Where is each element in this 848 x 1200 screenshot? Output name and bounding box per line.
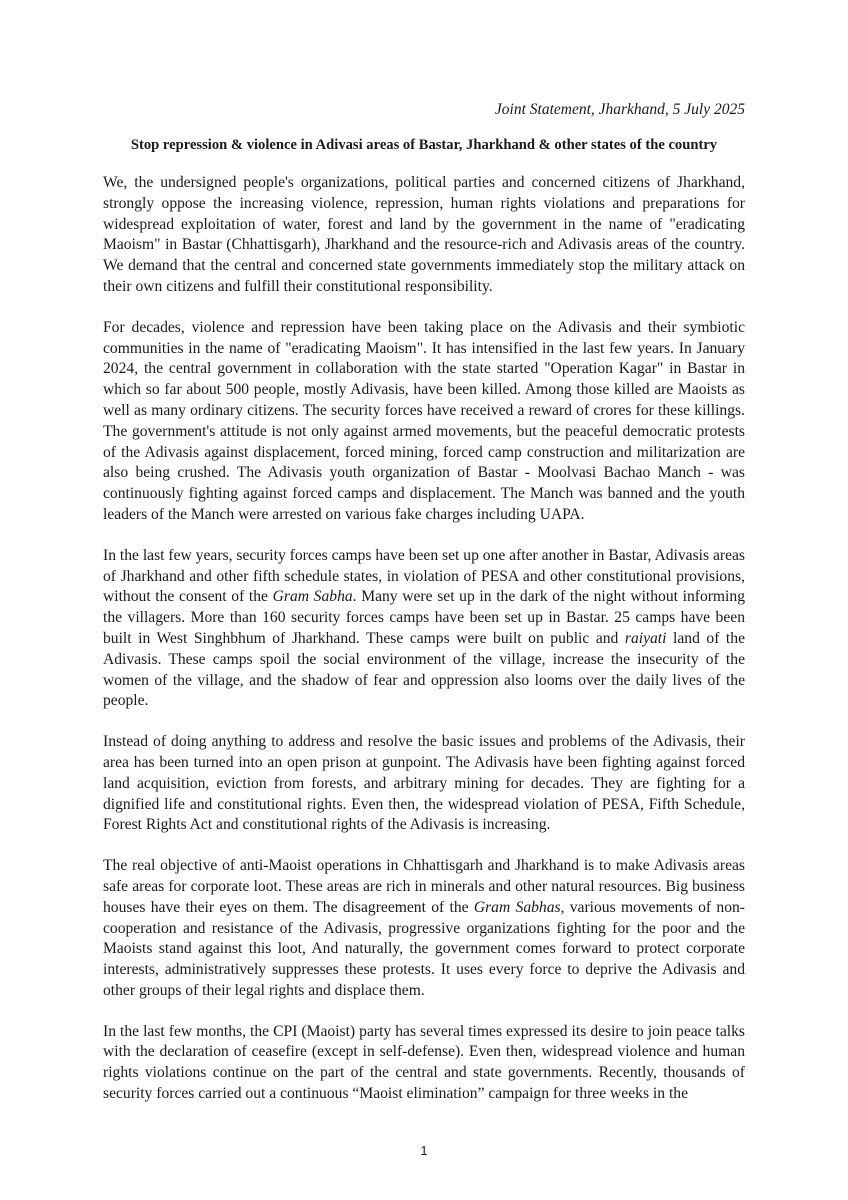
paragraph-3-text-b: . Many were set up in the dark of the night without informing the villagers. More than 160 security forces camps have been set up in Bastar. 25 camps have been built in West Singhbhum of Jharkhand. These camps were built on public and	[103, 588, 745, 647]
term-gram-sabha: Gram Sabha	[272, 588, 353, 606]
paragraph-5	[103, 856, 745, 1002]
term-gram-sabhas: Gram Sabhas	[473, 898, 561, 916]
term-raiyati: raiyati	[624, 629, 667, 647]
paragraph-3-text-c: land of the Adivasis. These camps spoil the social environment of the village, increase the insecurity of the women of the village, and the shadow of fear and oppression also looms over the daily lives of the people.	[103, 629, 745, 710]
paragraph-6: In the last few months, the CPI (Maoist) party has several times expressed its desire to join peace talks with the declaration of ceasefire (except in self-defense). Even then, widespread violence and human rights violations continue on the part of the central and state governments. Recently, thousands of security forces carried out a continuous “Maoist elimination” campaign for three weeks in the	[103, 1022, 745, 1103]
paragraph-1: We, the undersigned people's organizations, political parties and concerned citizens of Jharkhand, strongly oppose the increasing violence, repression, human rights violations and preparations for widespread exploitation of water, forest and land by the government in the name of "eradicating Maoism" in Bastar (Chhattisgarh), Jharkhand and the resource-rich and Adivasis areas of the country. We demand that the central and concerned state governments immediately stop the military attack on their own citizens and fulfill their constitutional responsibility.	[103, 174, 745, 295]
paragraph-3	[103, 546, 745, 712]
paragraph-3-text-a: In the last few years, security forces camps have been set up one after another in Bastar, Adivasis areas of Jharkhand and other fifth schedule states, in violation of PESA and other constitutional provisions, without the consent of the	[103, 546, 745, 606]
paragraph-4: Instead of doing anything to address and resolve the basic issues and problems of the Adivasis, their area has been turned into an open prison at gunpoint. The Adivasis have been fighting against forced land acquisition, eviction from forests, and arbitrary mining for decades. They are fighting for a dignified life and constitutional rights. Even then, the widespread violation of PESA, Fifth Schedule, Forest Rights Act and constitutional rights of the Adivasis is increasing.	[103, 733, 745, 834]
statement-title: Stop repression & violence in Adivasi areas of Bastar, Jharkhand & other states of the country	[130, 137, 718, 153]
paragraph-5-text-b: , various movements of non-cooperation and resistance of the Adivasis, progressive organizations fighting for the poor and the Maoists stand against this loot, And naturally, the government comes forward to protect corporate interests, administratively suppresses these protests. It uses every force to deprive the Adivasis and other groups of their legal rights and displace them.	[103, 898, 745, 999]
dateline: Joint Statement, Jharkhand, 5 July 2025	[494, 101, 745, 118]
paragraph-5-text-a: The real objective of anti-Maoist operations in Chhattisgarh and Jharkhand is to make Adivasis areas safe areas for corporate loot. These areas are rich in minerals and other natural resources. Big business houses have their eyes on them. The disagreement of the	[103, 857, 745, 916]
page-number: 1	[420, 1143, 428, 1158]
paragraph-2: For decades, violence and repression have been taking place on the Adivasis and their symbiotic communities in the name of "eradicating Maoism". It has intensified in the last few years. In January 2024, the central government in collaboration with the state started "Operation Kagar" in Bastar in which so far about 500 people, mostly Adivasis, have been killed. Among those killed are Maoists as well as many ordinary citizens. The security forces have received a reward of crores for these killings. The government's attitude is not only against armed movements, but the peaceful democratic protests of the Adivasis against displacement, forced mining, forced camp construction and militarization are also being crushed. The Adivasis youth organization of Bastar - Moolvasi Bachao Manch - was continuously fighting against forced camps and displacement. The Manch was banned and the youth leaders of the Manch were arrested on various fake charges including UAPA.	[103, 318, 745, 523]
statement-body	[103, 173, 745, 1125]
